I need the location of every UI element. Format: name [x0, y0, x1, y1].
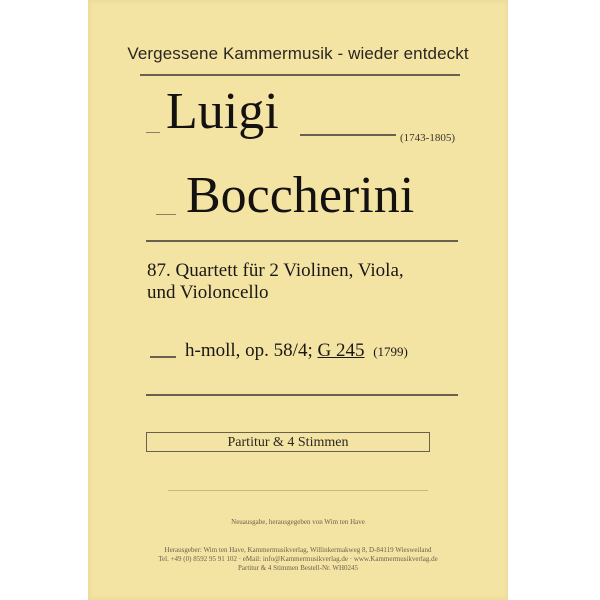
publisher-line-2: Tel. +49 (0) 8592 95 91 102 · eMail: info@Kammermusikverlag.de · www.Kammermusikverlag.de	[158, 555, 438, 563]
key-rule-dash	[150, 356, 176, 358]
catalog-number: G 245	[317, 340, 365, 361]
composer-dates: (1743-1805)	[400, 132, 455, 144]
work-key-line	[185, 340, 408, 362]
editor-note: Neuausgabe, herausgegeben von Wim ten Have	[231, 518, 365, 526]
name-rule-left-bottom	[156, 214, 176, 215]
publisher-info	[88, 546, 508, 573]
composer-first-name: Luigi	[166, 83, 279, 140]
work-title-line-2: und Violoncello	[147, 282, 269, 303]
composer-last-name: Boccherini	[186, 167, 415, 224]
publisher-line-3: Partitur & 4 Stimmen Bestell-Nr. WH0245	[237, 564, 359, 572]
separator-rule	[146, 394, 458, 396]
series-rule	[140, 74, 460, 76]
editor-rule	[168, 490, 428, 491]
work-title	[147, 260, 477, 304]
name-rule-left-top	[146, 132, 160, 133]
publisher-line-1: Herausgeber: Wim ten Have, Kammermusikverlag, Willinkermakweg 8, D-84119 Wiesweiland	[164, 546, 432, 554]
cover-page	[88, 0, 508, 600]
composition-year: (1799)	[373, 344, 408, 359]
work-key: h-moll, op. 58/4;	[185, 340, 313, 361]
work-title-line-1: 87. Quartett für 2 Violinen, Viola,	[147, 260, 404, 281]
edition-box: Partitur & 4 Stimmen	[146, 432, 430, 452]
name-rule-dash	[300, 134, 396, 136]
series-title: Vergessene Kammermusik - wieder entdeckt	[127, 44, 469, 63]
name-rule-bottom	[146, 240, 458, 242]
